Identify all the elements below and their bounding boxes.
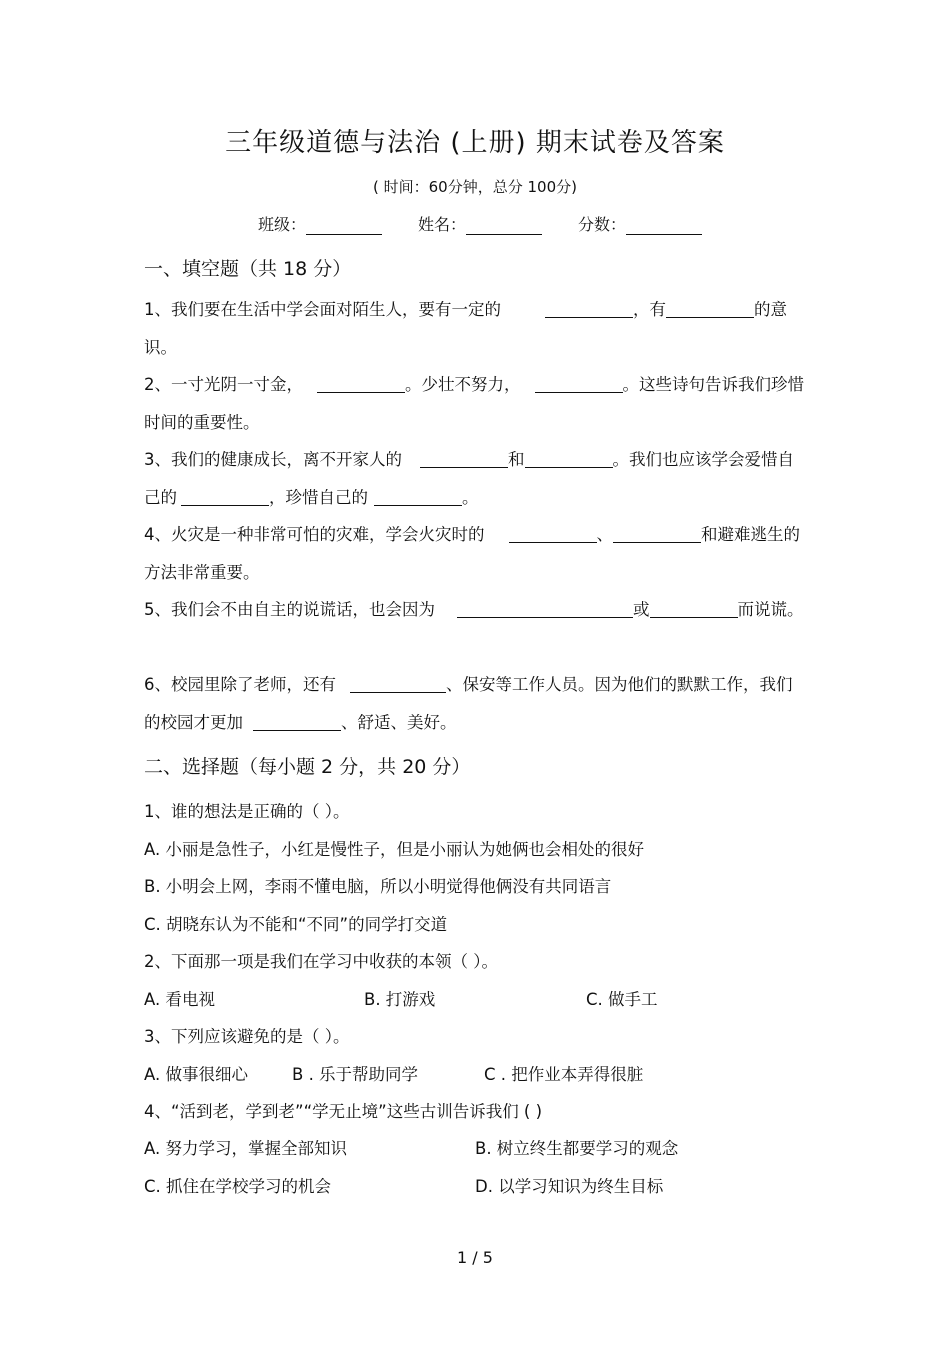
q3-text-c: 。我们也应该学会爱惜自己的 [144, 450, 794, 507]
choice-q4-option-d: D. 以学习知识为终生目标 [475, 1177, 664, 1196]
q1-text-c: 的意识。 [144, 300, 787, 357]
name-blank [466, 216, 542, 235]
q2-text-b: 。少壮不努力， [405, 375, 521, 394]
q2-text-a: 2、一寸光阴一寸金， [144, 375, 303, 394]
q3-text-e: 。 [462, 487, 479, 507]
q6-text-c: 、舒适、美好。 [341, 712, 457, 732]
choice-q4-options-row2 [144, 1173, 804, 1197]
q3-text-a: 3、我们的健康成长，离不开家人的 [144, 450, 402, 469]
fill-question-2 [144, 366, 806, 441]
choice-q3-option-a: A. 做事很细心 [144, 1065, 248, 1084]
student-info-row [258, 212, 702, 235]
choice-q4-option-b: B. 树立终生都要学习的观念 [475, 1139, 679, 1158]
choice-question-4: 4、“活到老，学到老”“学无止境”这些古训告诉我们 ( ) [144, 1102, 543, 1121]
q3-text-b: 和 [508, 450, 525, 469]
choice-q2-option-a: A. 看电视 [144, 990, 215, 1009]
fill-question-1 [144, 291, 806, 366]
q1-blank-1 [545, 297, 633, 318]
q5-blank-2 [650, 597, 738, 618]
q3-blank-2 [525, 447, 613, 468]
exam-subtitle: ( 时间：60分钟，总分 100分) [373, 178, 577, 196]
class-label: 班级： [258, 215, 307, 234]
q3-text-d: ，珍惜自己的 [269, 487, 368, 507]
section-fill-in-title: 一、填空题（共 18 分） [144, 258, 352, 280]
q5-text-c: 而说谎。 [737, 600, 804, 619]
choice-q2-option-c: C. 做手工 [586, 990, 658, 1009]
q4-blank-2 [613, 522, 701, 543]
choice-q4-option-a: A. 努力学习，掌握全部知识 [144, 1139, 347, 1158]
fill-question-6 [144, 666, 806, 741]
fill-question-3 [144, 441, 806, 516]
choice-q2-option-b: B. 打游戏 [364, 990, 436, 1009]
choice-q3-options [144, 1061, 804, 1085]
score-label: 分数： [578, 215, 627, 234]
q3-blank-3 [181, 485, 269, 506]
q5-blank-1 [457, 597, 633, 618]
q4-text-b: 、 [596, 525, 613, 544]
choice-q1-option-a: A. 小丽是急性子，小红是慢性子，但是小丽认为她俩也会相处的很好 [144, 840, 644, 859]
q3-blank-4 [374, 485, 462, 506]
q1-text-a: 1、我们要在生活中学会面对陌生人，要有一定的 [144, 300, 501, 319]
q5-text-b: 或 [633, 600, 650, 619]
exam-title: 三年级道德与法治 (上册) 期末试卷及答案 [225, 128, 725, 158]
choice-q2-options [144, 986, 804, 1010]
q2-blank-2 [535, 372, 623, 393]
choice-q4-option-c: C. 抓住在学校学习的机会 [144, 1177, 332, 1196]
q2-text-c: 。这些诗句告诉我们珍惜时间的重要性。 [144, 375, 804, 432]
class-blank [306, 216, 382, 235]
choice-question-1: 1、谁的想法是正确的（ ）。 [144, 802, 350, 821]
score-field [578, 212, 702, 235]
choice-question-2: 2、下面那一项是我们在学习中收获的本领（ ）。 [144, 952, 498, 971]
choice-q4-options-row1 [144, 1135, 804, 1159]
fill-question-5 [144, 591, 806, 629]
q6-text-a: 6、校园里除了老师，还有 [144, 675, 336, 694]
q4-blank-1 [509, 522, 597, 543]
choice-question-3: 3、下列应该避免的是（ ）。 [144, 1027, 350, 1046]
choice-q1-option-c: C. 胡晓东认为不能和“不同”的同学打交道 [144, 915, 448, 934]
q4-text-c: 和避难逃生的方法非常重要。 [144, 525, 800, 582]
q1-blank-2 [666, 297, 754, 318]
section-choice-title: 二、选择题（每小题 2 分，共 20 分） [144, 756, 471, 778]
name-label: 姓名： [418, 215, 467, 234]
choice-q3-option-c: C . 把作业本弄得很脏 [484, 1065, 644, 1084]
choice-q1-option-b: B. 小明会上网，李雨不懂电脑，所以小明觉得他俩没有共同语言 [144, 877, 612, 896]
score-blank [626, 216, 702, 235]
q3-blank-1 [420, 447, 508, 468]
q6-text-b: 、保安等工作人员。因为他们的默默工作，我们的校园才更加 [144, 675, 793, 732]
q1-text-b: ，有 [633, 300, 666, 319]
q6-blank-2 [253, 710, 341, 731]
q6-blank-1 [350, 672, 446, 693]
class-field [258, 212, 382, 235]
name-field [418, 212, 542, 235]
q5-text-a: 5、我们会不由自主的说谎话，也会因为 [144, 600, 435, 619]
fill-question-4 [144, 516, 806, 591]
q4-text-a: 4、火灾是一种非常可怕的灾难，学会火灾时的 [144, 525, 485, 544]
q2-blank-1 [317, 372, 405, 393]
page-number: 1 / 5 [457, 1248, 493, 1267]
choice-q3-option-b: B . 乐于帮助同学 [292, 1065, 419, 1084]
